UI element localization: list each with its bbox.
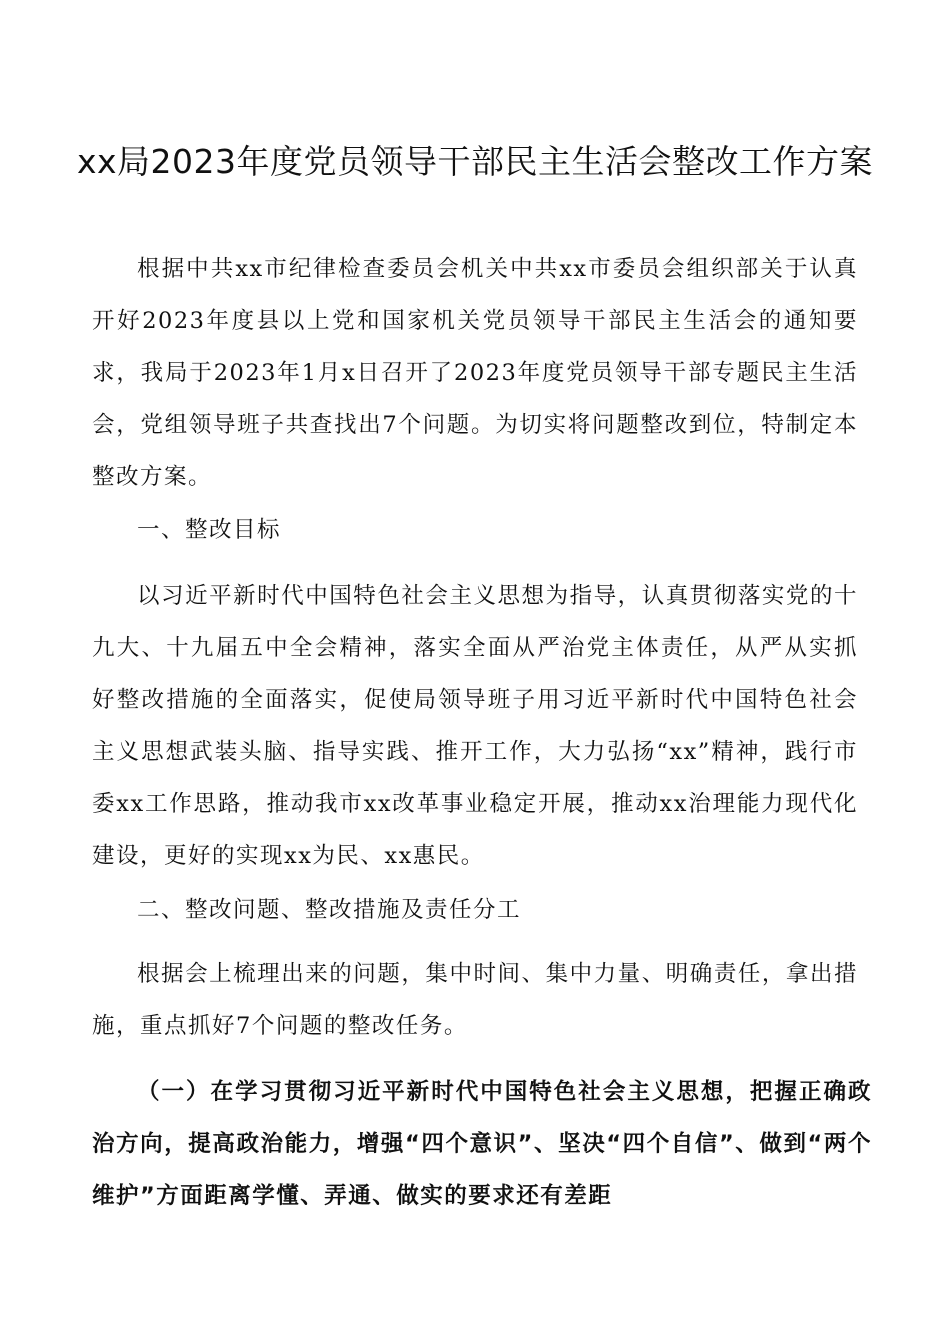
section-2-body: 根据会上梳理出来的问题，集中时间、集中力量、明确责任，拿出措施，重点抓好7个问题的整改任务。 — [92, 961, 858, 1039]
section-1-heading: 一、整改目标 — [137, 517, 282, 543]
intro-paragraph: 根据中共xx市纪律检查委员会机关中共xx市委员会组织部关于认真开好2023年度县以上党和国家机关党员领导干部民主生活会的通知要求，我局于2023年1月x日召开了2023年度党员领导干部专题民主生活会，党组领导班子共查找出7个问题。为切实将问题整改到位，特制定本整改方案。 — [92, 256, 858, 490]
section-1-body: 以习近平新时代中国特色社会主义思想为指导，认真贯彻落实党的十九大、十九届五中全会精神，落实全面从严治党主体责任，从严从实抓好整改措施的全面落实，促使局领导班子用习近平新时代中国特色社会主义思想武装头脑、指导实践、推开工作，大力弘扬“xx”精神，践行市委xx工作思路，推动我市xx改革事业稳定开展，推动xx治理能力现代化建设，更好的实现xx为民、xx惠民。 — [92, 583, 858, 869]
section-2-heading: 二、整改问题、整改措施及责任分工 — [137, 897, 522, 923]
document-title: xx局2023年度党员领导干部民主生活会整改工作方案 — [76, 142, 874, 182]
subsection-1-heading: （一）在学习贯彻习近平新时代中国特色社会主义思想，把握正确政治方向，提高政治能力，增强“四个意识”、坚决“四个自信”、做到“两个维护”方面距离学懂、弄通、做实的要求还有差距 — [92, 1079, 872, 1209]
